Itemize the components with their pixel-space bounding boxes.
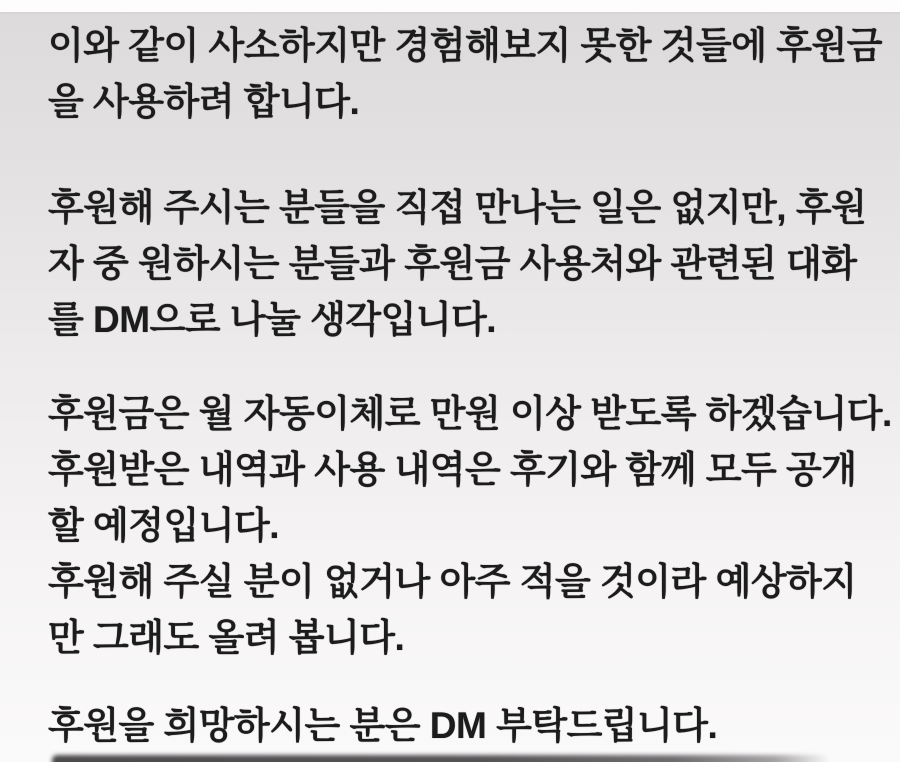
text-line: 후원을 희망하시는 분은 DM 부탁드립니다. <box>48 705 718 746</box>
paragraph <box>48 386 892 666</box>
text-line: 자 중 원하시는 분들과 후원금 사용처와 관련된 대화 <box>48 243 857 284</box>
top-white-strip <box>0 0 900 12</box>
text-line: 만 그래도 올려 봅니다. <box>48 617 405 658</box>
text-line: 를 DM으로 나눌 생각입니다. <box>48 299 497 340</box>
text-line: 후원해 주시는 분들을 직접 만나는 일은 없지만, 후원 <box>48 187 867 228</box>
text-line: 을 사용하려 합니다. <box>48 81 360 122</box>
post-text <box>48 18 892 754</box>
paragraph <box>48 180 874 348</box>
text-line: 후원받은 내역과 사용 내역은 후기와 함께 모두 공개 <box>48 449 857 490</box>
text-line: 후원해 주실 분이 없거나 아주 적을 것이라 예상하지 <box>48 561 857 602</box>
text-line: 후원금은 월 자동이체로 만원 이상 받도록 하겠습니다. <box>48 393 892 434</box>
text-line: 이와 같이 사소하지만 경험해보지 못한 것들에 후원금 <box>48 25 883 66</box>
text-line: 할 예정입니다. <box>48 505 280 546</box>
paragraph <box>48 698 874 754</box>
blurred-cutoff-next-line-bar <box>52 755 830 762</box>
paragraph <box>48 18 883 130</box>
